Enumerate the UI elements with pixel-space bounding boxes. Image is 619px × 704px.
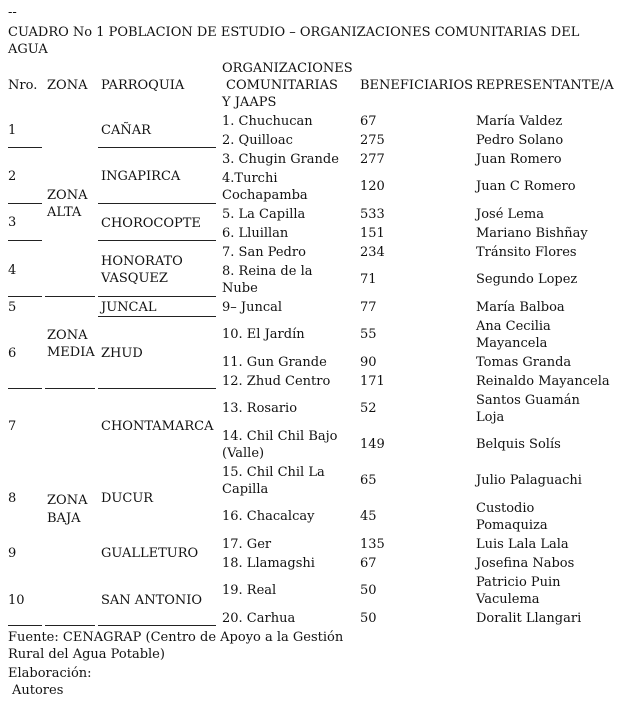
ben-16: 45 <box>360 509 377 524</box>
rep-2: Pedro Solano <box>476 133 564 148</box>
parroquia-san-antonio: SAN ANTONIO <box>101 593 203 608</box>
rule <box>8 388 42 389</box>
header-parroquia: PARROQUIA <box>101 78 185 93</box>
rule <box>8 296 42 297</box>
rule <box>98 625 216 626</box>
row-number-8: 8 <box>8 491 17 506</box>
rep-13-cont: Loja <box>476 410 505 425</box>
row-number-1: 1 <box>8 123 17 138</box>
ben-14: 149 <box>360 437 385 452</box>
org-4-cont: Cochapamba <box>222 188 308 203</box>
org-4: 4.Turchi <box>222 171 278 186</box>
org-17: 17. Ger <box>222 537 272 552</box>
header-beneficiarios: BENEFICIARIOS <box>360 78 474 93</box>
org-20: 20. Carhua <box>222 611 296 626</box>
org-12: 12. Zhud Centro <box>222 374 331 389</box>
rep-16: Custodio <box>476 501 535 516</box>
zona-media-label-2: MEDIA <box>47 345 95 360</box>
parroquia-ingapirca: INGAPIRCA <box>101 169 181 184</box>
org-9: 9– Juncal <box>222 300 283 315</box>
source-note-cont: Rural del Agua Potable) <box>8 647 165 662</box>
rep-6: Mariano Bishñay <box>476 226 588 241</box>
org-11: 11. Gun Grande <box>222 355 327 370</box>
org-15: 15. Chil Chil La <box>222 465 325 480</box>
row-number-9: 9 <box>8 546 17 561</box>
ben-13: 52 <box>360 401 377 416</box>
org-16: 16. Chacalcay <box>222 509 315 524</box>
rep-7: Tránsito Flores <box>476 245 577 260</box>
org-8: 8. Reina de la <box>222 264 313 279</box>
ben-17: 135 <box>360 537 385 552</box>
ben-9: 77 <box>360 300 377 315</box>
ben-6: 151 <box>360 226 385 241</box>
rule <box>98 388 216 389</box>
header-dashes: -- <box>8 5 17 20</box>
ben-10: 55 <box>360 327 377 342</box>
rep-10-cont: Mayancela <box>476 336 548 351</box>
rule <box>8 240 42 241</box>
rule <box>45 388 95 389</box>
zona-baja-label-2: BAJA <box>47 511 81 526</box>
org-7: 7. San Pedro <box>222 245 306 260</box>
org-14-cont: (Valle) <box>222 446 265 461</box>
ben-3: 277 <box>360 152 385 167</box>
ben-2: 275 <box>360 133 385 148</box>
rule <box>98 240 216 241</box>
rule <box>98 296 216 297</box>
org-5: 5. La Capilla <box>222 207 306 222</box>
parroquia-zhud: ZHUD <box>101 346 143 361</box>
rep-9: María Balboa <box>476 300 565 315</box>
header-organizaciones: ORGANIZACIONES <box>222 61 353 76</box>
rep-8: Segundo Lopez <box>476 272 578 287</box>
rep-10: Ana Cecilia <box>476 319 551 334</box>
parroquia-ducur: DUCUR <box>101 491 154 506</box>
parroquia-juncal: JUNCAL <box>101 300 157 315</box>
rule <box>98 316 216 317</box>
row-number-5: 5 <box>8 300 17 315</box>
org-6: 6. Lluillan <box>222 226 289 241</box>
org-14: 14. Chil Chil Bajo <box>222 429 338 444</box>
zona-baja-label: ZONA <box>47 493 88 508</box>
parroquia-vasquez: VASQUEZ <box>101 271 168 286</box>
rep-12: Reinaldo Mayancela <box>476 374 610 389</box>
row-number-7: 7 <box>8 419 17 434</box>
source-note: Fuente: CENAGRAP (Centro de Apoyo a la Gestión <box>8 630 344 645</box>
rule <box>98 147 216 148</box>
org-18: 18. Llamagshi <box>222 556 315 571</box>
org-1: 1. Chuchucan <box>222 114 313 129</box>
row-number-6: 6 <box>8 346 17 361</box>
ben-11: 90 <box>360 355 377 370</box>
parroquia-gualleturo: GUALLETURO <box>101 546 199 561</box>
rule <box>45 296 95 297</box>
header-comunitarias: COMUNITARIAS <box>226 78 338 93</box>
rep-19: Patricio Puin <box>476 575 561 590</box>
ben-15: 65 <box>360 473 377 488</box>
rule <box>8 147 42 148</box>
authors-label: Autores <box>12 683 64 698</box>
ben-12: 171 <box>360 374 385 389</box>
parroquia-chontamarca: CHONTAMARCA <box>101 419 214 434</box>
rep-13: Santos Guamán <box>476 393 580 408</box>
parroquia-canar: CAÑAR <box>101 123 151 138</box>
ben-8: 71 <box>360 272 377 287</box>
org-3: 3. Chugin Grande <box>222 152 339 167</box>
header-zona: ZONA <box>47 78 88 93</box>
ben-5: 533 <box>360 207 385 222</box>
org-10: 10. El Jardín <box>222 327 305 342</box>
ben-18: 67 <box>360 556 377 571</box>
rep-16-cont: Pomaquiza <box>476 518 548 533</box>
org-2: 2. Quilloac <box>222 133 293 148</box>
rule <box>8 203 42 204</box>
ben-7: 234 <box>360 245 385 260</box>
ben-4: 120 <box>360 179 385 194</box>
rep-17: Luis Lala Lala <box>476 537 569 552</box>
rep-19-cont: Vaculema <box>476 592 540 607</box>
org-8-cont: Nube <box>222 281 258 296</box>
rep-11: Tomas Granda <box>476 355 572 370</box>
header-nro: Nro. <box>8 78 38 93</box>
ben-1: 67 <box>360 114 377 129</box>
row-number-10: 10 <box>8 593 25 608</box>
row-number-3: 3 <box>8 215 17 230</box>
org-19: 19. Real <box>222 583 277 598</box>
document-title-cont: AGUA <box>8 42 48 57</box>
ben-20: 50 <box>360 611 377 626</box>
rep-1: María Valdez <box>476 114 563 129</box>
rep-4: Juan C Romero <box>476 179 576 194</box>
rule <box>45 625 95 626</box>
header-representante: REPRESENTANTE/A <box>476 78 614 93</box>
parroquia-honorato: HONORATO <box>101 254 183 269</box>
org-13: 13. Rosario <box>222 401 298 416</box>
zona-alta-label-2: ALTA <box>47 205 82 220</box>
zona-media-label: ZONA <box>47 328 88 343</box>
rep-18: Josefina Nabos <box>476 556 575 571</box>
row-number-2: 2 <box>8 169 17 184</box>
zona-alta-label: ZONA <box>47 188 88 203</box>
rep-15: Julio Palaguachi <box>476 473 582 488</box>
rep-5: José Lema <box>476 207 544 222</box>
elaboration-label: Elaboración: <box>8 666 92 681</box>
header-jaaps: Y JAAPS <box>222 95 277 110</box>
ben-19: 50 <box>360 583 377 598</box>
row-number-4: 4 <box>8 263 17 278</box>
rep-14: Belquis Solís <box>476 437 561 452</box>
document-title: CUADRO No 1 POBLACION DE ESTUDIO – ORGANIZACIONES COMUNITARIAS DEL <box>8 25 580 40</box>
rule <box>8 625 42 626</box>
org-15-cont: Capilla <box>222 482 269 497</box>
rep-20: Doralit Llangari <box>476 611 582 626</box>
rule <box>98 203 216 204</box>
parroquia-chorocopte: CHOROCOPTE <box>101 216 201 231</box>
rep-3: Juan Romero <box>476 152 562 167</box>
